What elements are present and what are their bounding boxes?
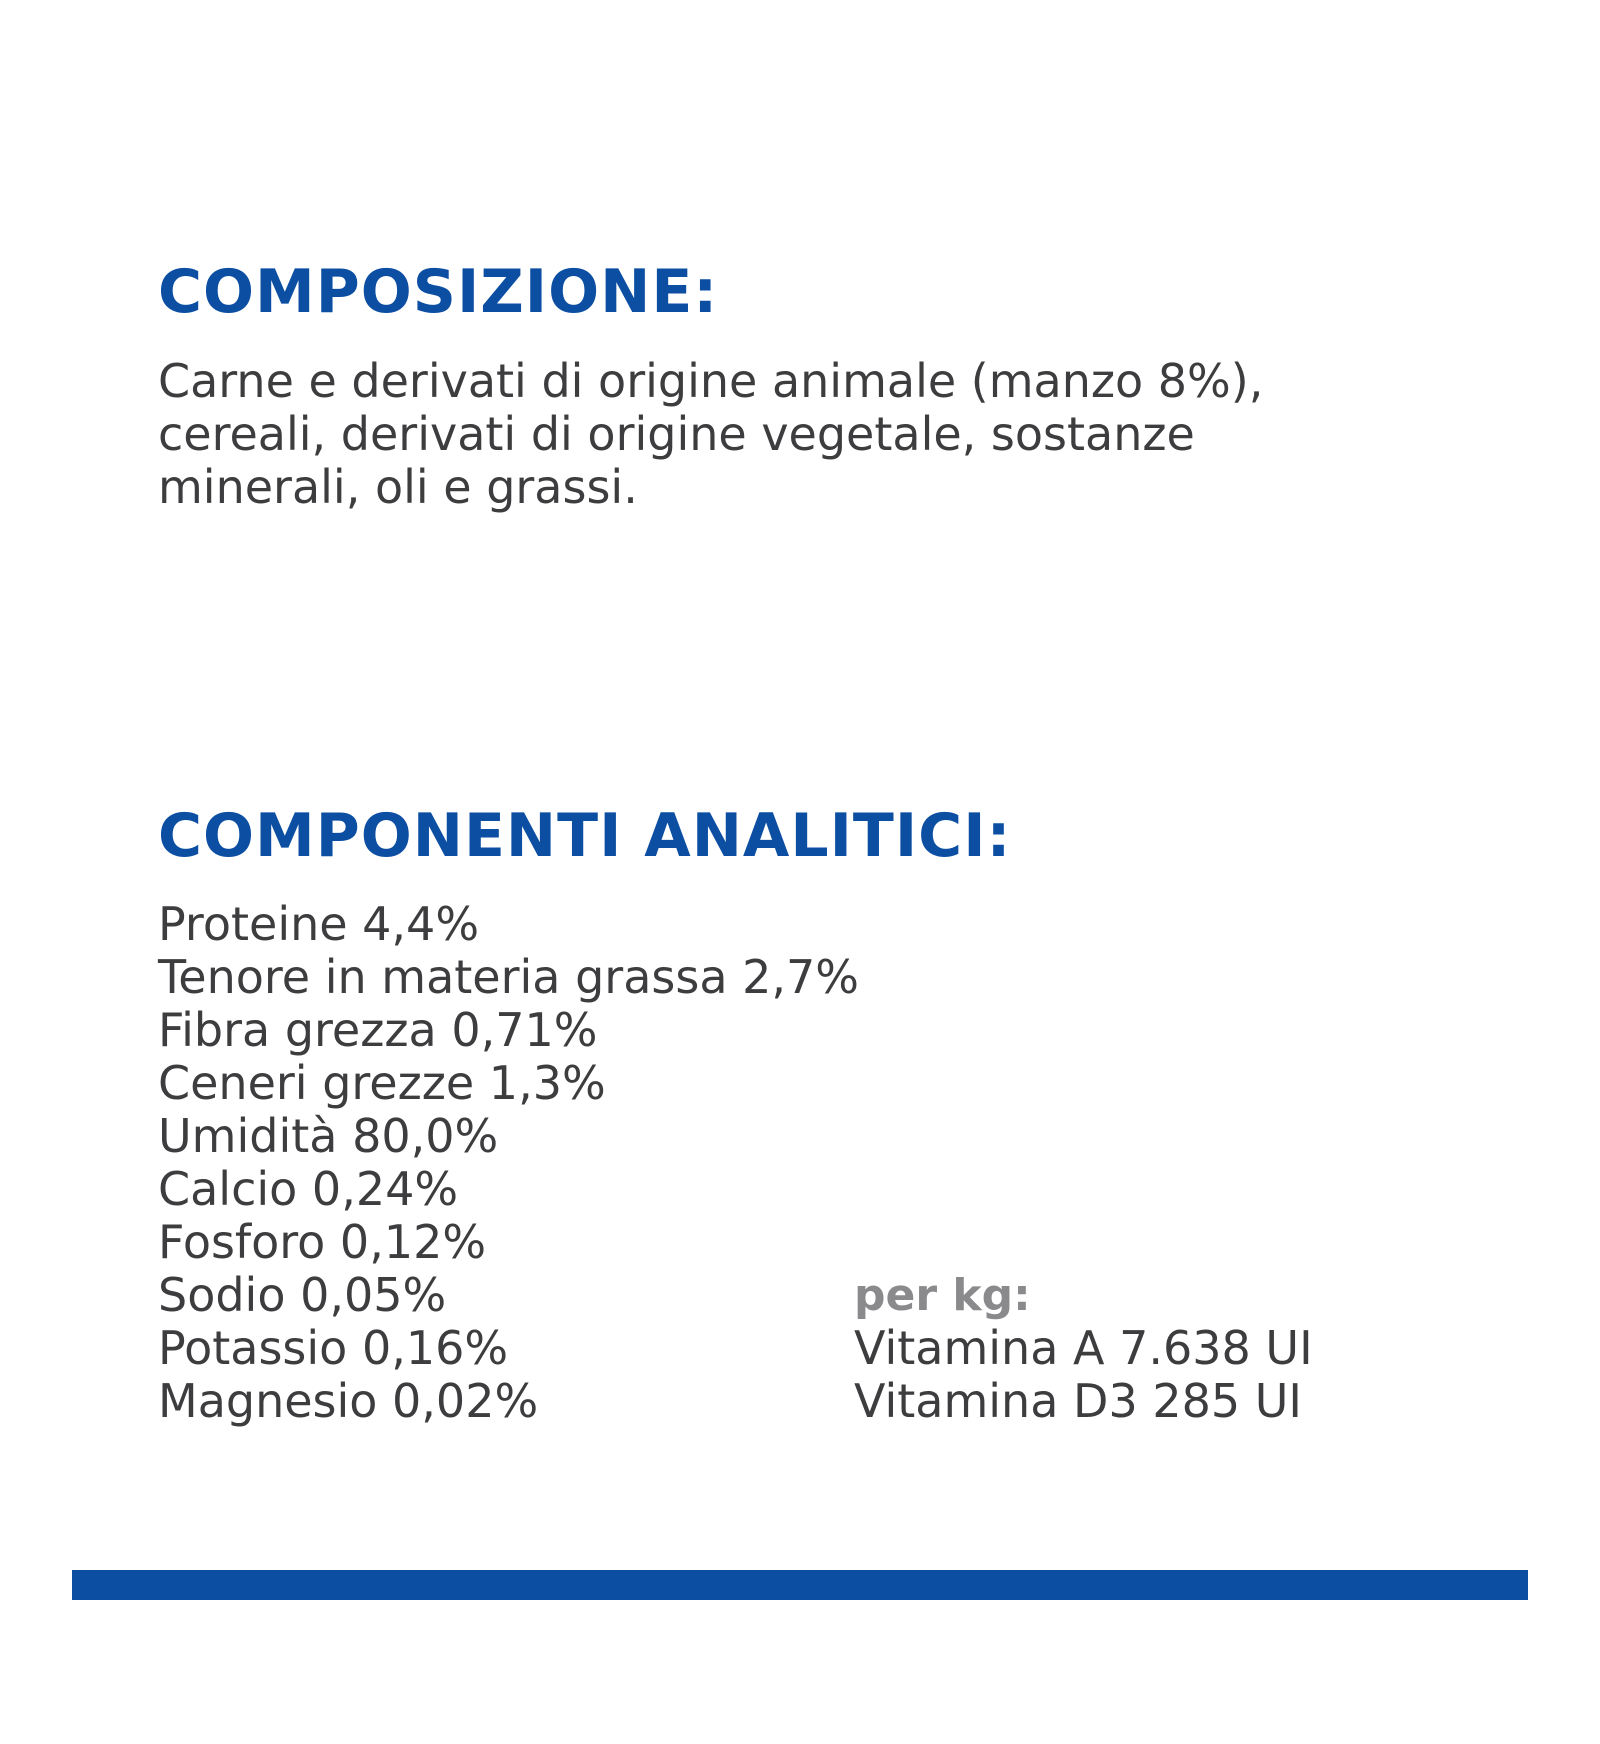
analytics-item: Fosforo 0,12%: [158, 1215, 487, 1269]
vitamins-block: [854, 1269, 1313, 1428]
analytics-item: Ceneri grezze 1,3%: [158, 1056, 606, 1110]
analytics-list: [158, 898, 859, 1428]
composition-text: [158, 355, 1263, 514]
analytics-item: Tenore in materia grassa 2,7%: [158, 950, 860, 1004]
analytics-item: Potassio 0,16%: [158, 1321, 509, 1375]
analytics-item: Magnesio 0,02%: [158, 1374, 539, 1428]
analytics-item: Sodio 0,05%: [158, 1268, 447, 1322]
analytics-item: Proteine 4,4%: [158, 897, 480, 951]
composition-heading: COMPOSIZIONE:: [158, 257, 719, 327]
vitamins-list: [854, 1322, 1313, 1428]
analytics-item: Umidità 80,0%: [158, 1109, 499, 1163]
vitamin-item: Vitamina D3 285 UI: [854, 1374, 1302, 1428]
composition-line: minerali, oli e grassi.: [158, 460, 638, 514]
composition-line: cereali, derivati di origine vegetale, sostanze: [158, 407, 1195, 461]
analytics-item: Calcio 0,24%: [158, 1162, 459, 1216]
footer-bar: [72, 1570, 1528, 1600]
analytics-heading: COMPONENTI ANALITICI:: [158, 801, 1012, 871]
composition-line: Carne e derivati di origine animale (manzo 8%),: [158, 354, 1264, 408]
vitamins-heading: per kg:: [854, 1270, 1031, 1321]
vitamin-item: Vitamina A 7.638 UI: [854, 1321, 1313, 1375]
analytics-item: Fibra grezza 0,71%: [158, 1003, 598, 1057]
